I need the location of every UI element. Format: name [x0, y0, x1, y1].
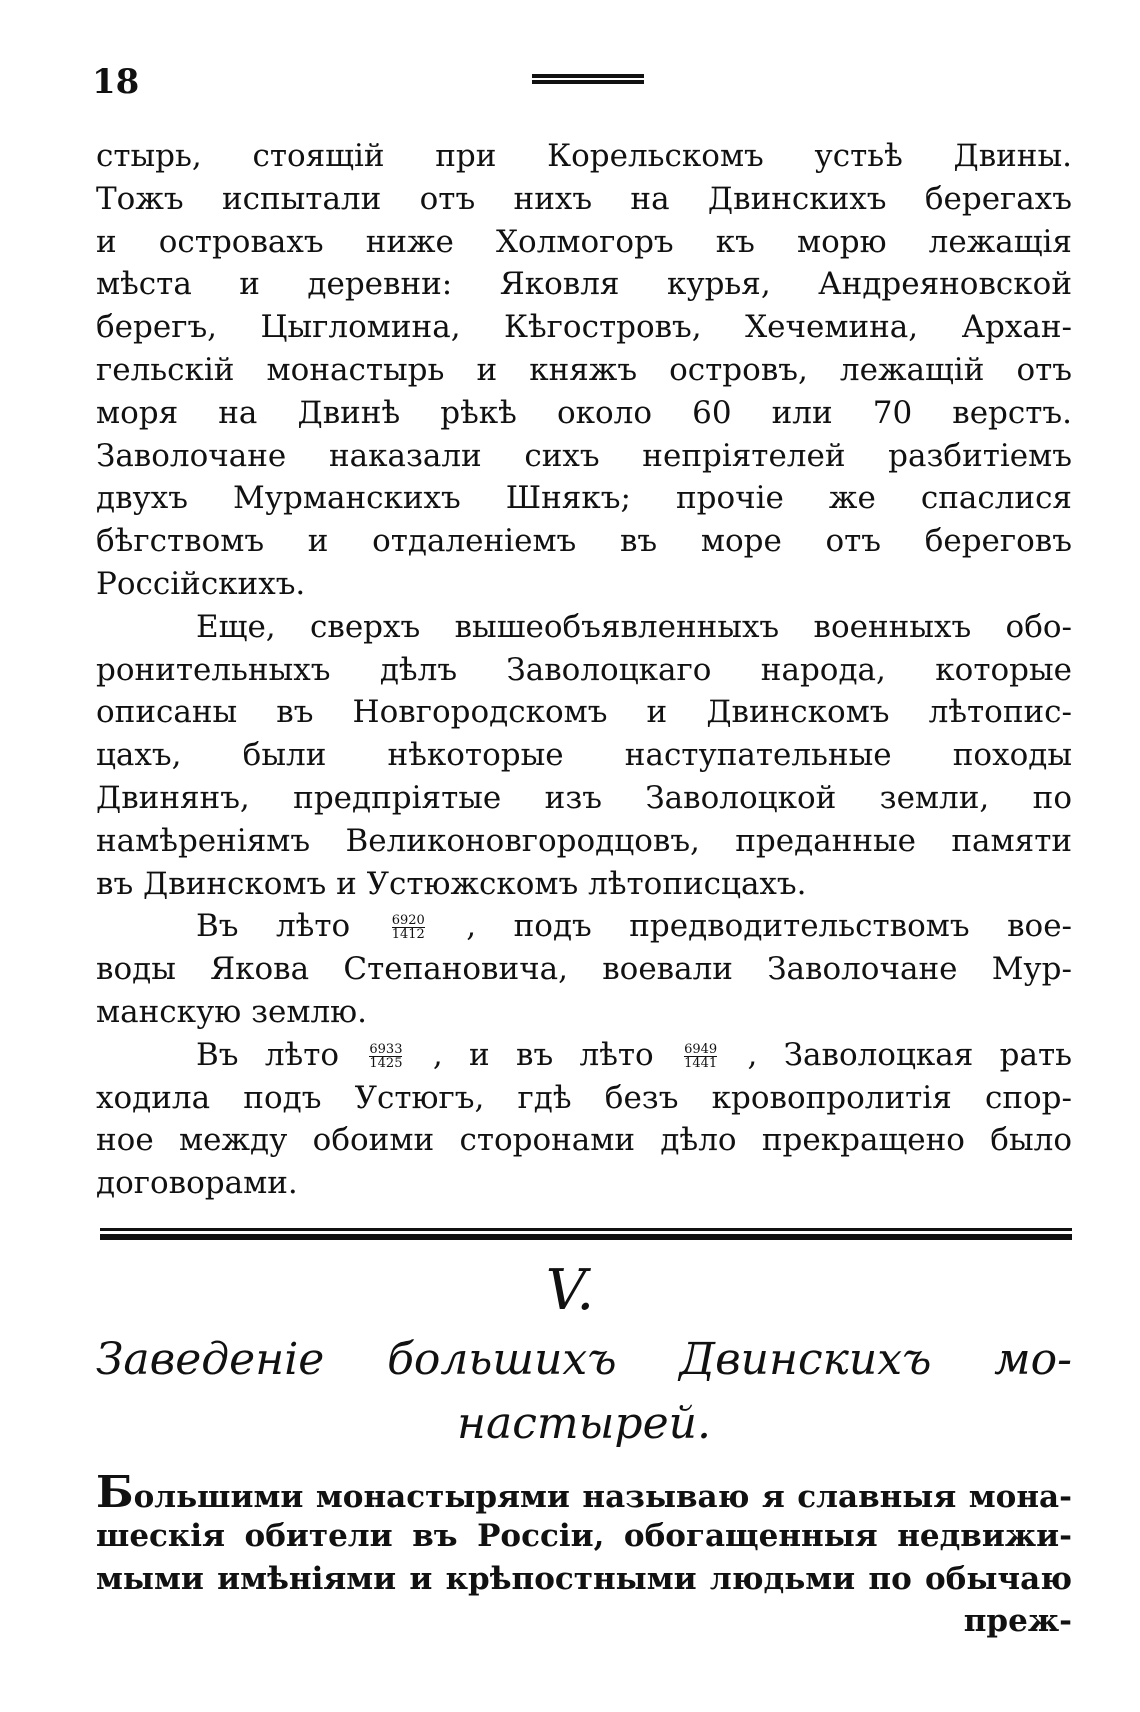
- year-world: 6933: [369, 1041, 403, 1057]
- section-title-line: Заведеніе большихъ Двинскихъ мо-: [96, 1334, 1072, 1385]
- text-line: ронительныхъ дѣлъ Заволоцкаго народа, которые: [96, 651, 1072, 688]
- text-line: манскую землю.: [96, 993, 367, 1030]
- year-christian: 1441: [684, 1055, 718, 1071]
- year-fraction: [392, 914, 425, 941]
- section-title: [96, 1328, 1072, 1456]
- text-line: [96, 1034, 1072, 1077]
- section-title-line: настырей.: [457, 1398, 711, 1449]
- paragraph-1: [96, 135, 1072, 606]
- text-line: Тожъ испытали отъ нихъ на Двинскихъ берегахъ: [96, 180, 1072, 217]
- catchword: преж-: [963, 1603, 1072, 1640]
- text-line: [96, 1472, 1072, 1515]
- section-numeral: V.: [545, 1258, 595, 1323]
- header-ornament: [532, 74, 644, 90]
- year-world: 6920: [391, 913, 425, 929]
- text-line: и островахъ ниже Холмогоръ къ морю лежащія: [96, 223, 1072, 260]
- year-fraction: [684, 1043, 717, 1070]
- text-line: договорами.: [96, 1165, 298, 1202]
- text-segment: , и въ лѣто: [432, 1036, 654, 1073]
- year-fraction: [369, 1043, 402, 1070]
- text-line: описаны въ Новгородскомъ и Двинскомъ лѣтопис-: [96, 694, 1072, 731]
- text-line: ходила подъ Устюгъ, гдѣ безъ кровопролитія спор-: [96, 1079, 1072, 1116]
- text-line: Двинянъ, предпріятые изъ Заволоцкой земли, по: [96, 779, 1072, 816]
- text-segment: , подъ предводительствомъ вое-: [466, 908, 1072, 945]
- text-line: цахъ, были нѣкоторые наступательные походы: [96, 737, 1072, 774]
- text-line: моря на Двинѣ рѣкѣ около 60 или 70 верстъ.: [96, 394, 1072, 431]
- year-christian: 1412: [391, 927, 425, 943]
- paragraph-2: [96, 606, 1072, 906]
- text-line: бѣгствомъ и отдаленіемъ въ море отъ береговъ: [96, 523, 1072, 560]
- text-line: Заволочане наказали сихъ непріятелей разбитіемъ: [96, 437, 1072, 474]
- section-divider: [100, 1228, 1072, 1242]
- text-segment: Въ лѣто: [196, 908, 351, 945]
- page-number: 18: [92, 62, 140, 102]
- paragraph-4: [96, 1034, 1072, 1205]
- text-line: Россійскихъ.: [96, 565, 306, 602]
- text-line: намѣреніямъ Великоновгородцовъ, преданные памяти: [96, 822, 1072, 859]
- body-text-bottom: [96, 1472, 1072, 1643]
- text-line: воды Якова Степановича, воевали Заволочане Мур-: [96, 951, 1072, 988]
- text-segment: Въ лѣто: [196, 1036, 340, 1073]
- text-segment: , Заволоцкая рать: [747, 1036, 1072, 1073]
- text-line: [96, 905, 1072, 948]
- drop-letter: Б: [96, 1472, 134, 1515]
- text-line: мѣста и деревни: Яковля курья, Андреяновской: [96, 266, 1072, 303]
- text-line: Еще, сверхъ вышеобъявленныхъ военныхъ обо-: [196, 608, 1072, 645]
- text-segment: ольшими монастырями называю я славныя мона-: [133, 1479, 1072, 1515]
- year-world: 6949: [684, 1041, 718, 1057]
- year-christian: 1425: [369, 1055, 403, 1071]
- text-line: въ Двинскомъ и Устюжскомъ лѣтописцахъ.: [96, 865, 807, 902]
- text-line: гельскій монастырь и княжъ островъ, лежащій отъ: [96, 351, 1072, 388]
- text-line: шескія обители въ Россіи, обогащенныя недвижи-: [96, 1517, 1072, 1554]
- text-line: берегъ, Цыгломина, Кѣгостровъ, Хечемина, Архан-: [96, 309, 1072, 346]
- paragraph-3: [96, 905, 1072, 1033]
- text-line: мыми имѣніями и крѣпостными людьми по обычаю: [96, 1560, 1072, 1597]
- body-text-top: [96, 135, 1072, 1205]
- text-line: стырь, стоящій при Корельскомъ устьѣ Двины.: [96, 138, 1072, 174]
- text-line: двухъ Мурманскихъ Шнякъ; прочіе же спаслися: [96, 480, 1072, 517]
- text-line: ное между обоими сторонами дѣло прекращено было: [96, 1122, 1072, 1159]
